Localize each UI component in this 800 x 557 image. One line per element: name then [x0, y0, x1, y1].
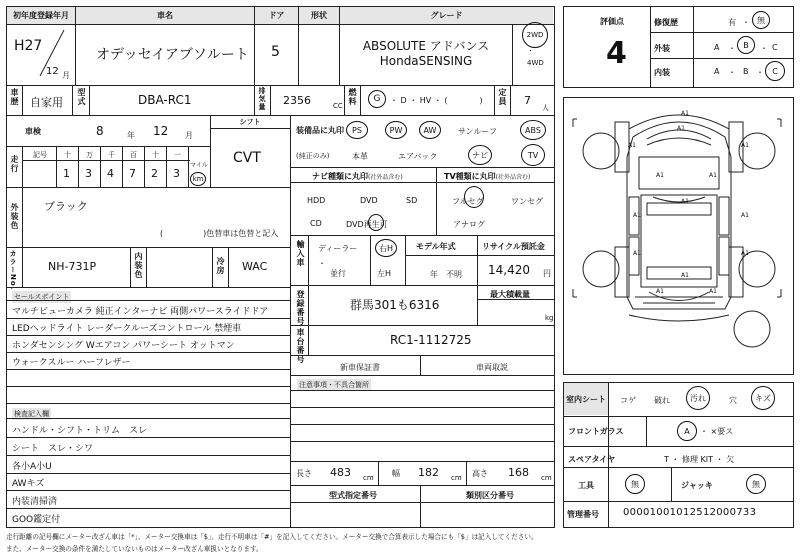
mileage-digit-6: 3: [173, 167, 180, 180]
damage-mark-2: A1: [677, 125, 685, 132]
score-value: 4: [606, 36, 627, 71]
left-h: 左H: [377, 269, 392, 278]
equip-abs: ABS: [520, 120, 546, 140]
digit-label-4: 百: [130, 151, 137, 159]
sales-points-label: セールスポイント: [14, 293, 70, 301]
usage-value: 自家用: [30, 96, 63, 109]
inspector-note-5: 内装清掃済: [12, 497, 58, 507]
damage-mark-5: A1: [656, 172, 664, 179]
chassis-value: RC1-1112725: [390, 333, 472, 347]
tv-oneseg: ワンセグ: [511, 197, 543, 206]
damage-mark-11: A1: [741, 250, 749, 257]
mgmt-no-label: 管理番号: [567, 510, 599, 519]
digit-label-3: 千: [108, 151, 115, 159]
tools-label: 工具: [578, 481, 594, 490]
sheet-tear: 破れ: [654, 396, 670, 405]
tv-fullseg: フルセグ: [452, 197, 484, 206]
damage-mark-8: A1: [633, 212, 641, 219]
navi-dvd-circle: [368, 214, 384, 231]
mileage-digit-1: 1: [63, 167, 70, 180]
inspection-label: 車検: [25, 127, 41, 136]
damage-mark-4: A1: [741, 142, 749, 149]
dot-sep: ・: [318, 259, 326, 268]
sales-point-4: ウォークスルー ハーフレザー: [12, 358, 131, 368]
fuel-label: 燃料: [348, 88, 357, 106]
tools-no-circle: 無: [625, 474, 645, 494]
interior-sheet-label: 室内シート: [564, 383, 608, 415]
footnote-2: また、メーター交換の条件を満たしていないものはメーター改ざん車扱いとなります。: [6, 545, 263, 553]
grade-line1: ABSOLUTE アドバンス: [362, 39, 490, 53]
ext-a: A: [714, 43, 720, 52]
drive-2wd-circle: 2WD: [522, 22, 548, 48]
mileage-digit-2: 3: [85, 167, 92, 180]
mileage-digit-4: 7: [129, 167, 136, 180]
length-unit: cm: [363, 474, 374, 482]
repair-label: 修復歴: [654, 18, 678, 27]
windshield-a-circle: A: [677, 421, 697, 441]
color-value: ブラック: [44, 200, 88, 213]
damage-mark-9: A1: [741, 212, 749, 219]
width-label: 幅: [392, 469, 400, 478]
drive-dot: ・: [527, 47, 534, 55]
score-label: 評価点: [600, 17, 624, 26]
chassis-label: 車台番号: [296, 328, 305, 364]
spare-tire-value: T ・ 修理 KIT ・ 欠: [664, 455, 735, 464]
jack-label: ジャッキ: [681, 481, 713, 490]
capacity-value: 7: [524, 94, 531, 107]
max-load-label: 最大積載量: [490, 290, 530, 299]
mileage-digit-5: 2: [151, 167, 158, 180]
width-unit: cm: [451, 474, 462, 482]
sheet-burn: コゲ: [620, 396, 636, 405]
persons-unit: 人: [542, 104, 549, 112]
ext-dot2: ・: [760, 44, 768, 53]
yen-unit: 円: [543, 269, 551, 278]
equip-leather: 本革: [352, 152, 368, 161]
equipment-label: 装備品に丸印: [296, 126, 344, 135]
inspector-note-1: ハンドル・シフト・トリム スレ: [12, 426, 148, 436]
height-value: 168: [508, 466, 529, 479]
model-year-value: 年 不明: [430, 270, 462, 279]
km-circle: km: [190, 172, 206, 186]
shape-label: 形状: [299, 7, 339, 24]
first-reg-label: 初年度登録年月: [7, 7, 75, 24]
sales-point-3: ホンダセンシング Wエアコン パワーシート オットマン: [12, 341, 235, 351]
first-reg-month: 12: [46, 66, 59, 77]
sales-point-1: マルチビューカメラ 純正インターナビ 両側パワースライドドア: [12, 307, 269, 317]
tv-label: TV種類に丸印(社外品含む): [444, 172, 531, 181]
mgmt-no-value: 0000100101251200073​3: [623, 507, 757, 518]
damage-mark-7: A1: [681, 198, 689, 205]
car-damage-diagram: [563, 97, 794, 375]
ext-b-circle: B: [737, 36, 755, 54]
equip-ps: PS: [346, 121, 368, 139]
digit-label-2: 万: [86, 151, 93, 159]
repair-yes: 有: [728, 18, 736, 27]
sales-point-2: LEDヘッドライト レーダークルーズコントロール 禁煙車: [12, 324, 242, 334]
parallel: 並行: [330, 269, 346, 278]
navi-hdd: HDD: [307, 196, 326, 205]
first-reg-year: H27: [14, 38, 43, 54]
fuel-options: ・ D ・ HV ・ ( ): [390, 96, 483, 105]
cc-unit: CC: [333, 102, 343, 110]
color-no-label: カラーNo.: [9, 250, 17, 291]
new-warranty-label: 新車保証書: [340, 363, 380, 372]
height-unit: cm: [541, 474, 552, 482]
manual-label: 車両取説: [476, 363, 508, 372]
dealer: ディーラー: [318, 244, 358, 253]
int-dot1: ・: [728, 68, 736, 77]
width-value: 182: [418, 466, 439, 479]
capacity-label: 定員: [498, 88, 507, 106]
insp-month: 12: [153, 124, 169, 138]
height-label: 高さ: [472, 469, 488, 478]
equipment-note: (純正のみ): [296, 152, 330, 160]
damage-mark-3: A1: [628, 142, 636, 149]
category-no-label: 類別区分番号: [466, 491, 514, 500]
car-name-value: オデッセイアブソルート: [96, 47, 249, 63]
recycle-label: リサイクル預託金: [482, 242, 545, 251]
int-color-label: 内装色: [134, 252, 143, 279]
windshield-label: フロントガラス: [568, 427, 624, 436]
mileage-label: 走行: [10, 155, 19, 173]
int-a: A: [714, 67, 720, 76]
notes-label: 注意事項・不具合箇所: [299, 381, 369, 389]
digit-label-5: 十: [152, 151, 159, 159]
shift-value: CVT: [233, 150, 261, 166]
reg-no-label: 登録番号: [296, 290, 305, 326]
tv-analog: アナログ: [453, 220, 485, 229]
damage-mark-10: A1: [633, 250, 641, 257]
model-label: 型式: [77, 88, 86, 106]
navi-dvd-play: DVD再生可: [346, 220, 388, 229]
color-note: ( )色替車は色替と記入: [160, 229, 279, 238]
equip-airbag: エアバック: [398, 152, 438, 161]
month-unit: 月: [62, 71, 70, 80]
door-value: 5: [271, 44, 280, 60]
tv-fullseg-circle: [464, 186, 484, 208]
color-no-value: NH-731P: [48, 260, 97, 273]
grade-line2: HondaSENSING: [379, 54, 473, 68]
aircon-label: 冷房: [216, 257, 225, 275]
equip-tv: TV: [521, 144, 545, 166]
insp-year-unit: 年: [127, 131, 135, 140]
navi-cd: CD: [310, 219, 322, 228]
damage-mark-6: A1: [709, 172, 717, 179]
navi-sd: SD: [406, 196, 418, 205]
digit-label-6: 一: [174, 151, 181, 159]
inspector-note-3: 各小A小U: [12, 462, 52, 472]
grade-label: グレード: [340, 7, 553, 24]
inspector-note-6: GOO鑑定付: [12, 515, 61, 525]
sheet-scratch-circle: キズ: [751, 386, 775, 410]
import-label: 輸入車: [296, 240, 305, 267]
equip-sunroof: サンルーフ: [458, 127, 497, 136]
drive-4wd: 4WD: [527, 59, 544, 67]
windshield-value: ・ ×要ス: [700, 427, 734, 436]
int-b: B: [743, 67, 749, 76]
kigo-label: 記号: [33, 151, 47, 159]
recycle-value: 14,420: [488, 263, 530, 277]
inspector-notes-label: 検査記入欄: [14, 410, 49, 418]
damage-mark-13: A1: [656, 288, 664, 295]
exterior-label: 外装: [654, 44, 670, 53]
equip-aw: AW: [419, 121, 441, 139]
insp-year: 8: [96, 124, 104, 138]
model-value: DBA-RC1: [138, 93, 192, 107]
repair-no-circle: 無: [752, 11, 770, 29]
ext-c: C: [772, 43, 778, 52]
displacement-label: 排気量: [258, 87, 266, 111]
length-label: 長さ: [296, 469, 312, 478]
spare-tire-label: スペアタイヤ: [568, 455, 616, 464]
int-c-circle: C: [765, 61, 785, 81]
kg-unit: kg: [545, 314, 554, 322]
insp-month-unit: 月: [185, 131, 193, 140]
navi-dvd: DVD: [360, 196, 378, 205]
aircon-value: WAC: [242, 260, 268, 273]
color-label: 外装色: [10, 203, 19, 230]
damage-mark-14: A1: [709, 288, 717, 295]
inspector-note-2: シート スレ・シワ: [12, 444, 94, 454]
equip-pw: PW: [385, 121, 407, 139]
length-value: 483: [330, 466, 351, 479]
sheet-dirt-circle: 汚れ: [686, 386, 710, 410]
right-h-circle: 右H: [375, 239, 397, 257]
damage-mark-12: A1: [681, 272, 689, 279]
fuel-g-circle: G: [368, 90, 386, 108]
equip-navi: ナビ: [468, 145, 492, 165]
repair-dot: ・: [742, 18, 750, 27]
usage-label: 車歴: [10, 88, 19, 106]
jack-no-circle: 無: [746, 474, 766, 494]
door-label: ドア: [255, 7, 298, 24]
type-designation-label: 型式指定番号: [329, 491, 377, 500]
reg-no-value: 群馬301も6316: [350, 298, 440, 312]
car-name-label: 車名: [76, 7, 254, 24]
mileage-digit-3: 4: [107, 167, 114, 180]
mile-label: マイル: [190, 162, 208, 169]
ext-dot1: ・: [728, 44, 736, 53]
damage-mark-1: A1: [681, 110, 689, 117]
navi-label: ナビ種類に丸印(社外品含む): [312, 172, 403, 181]
model-year-label: モデル年式: [416, 242, 456, 251]
displacement-value: 2356: [283, 94, 311, 107]
inspector-note-4: AWキズ: [12, 479, 45, 489]
footnote-1: 走行距離の記号欄にメーター改ざん車は「*」、メーター交換車は「$」、走行不明車は「#」を記入してください。メーター交換で合算表示した場合にも「$」は記入してください。: [6, 533, 538, 541]
digit-label-1: 十: [64, 151, 71, 159]
shift-label: シフト: [211, 116, 289, 128]
int-dot2: ・: [756, 68, 764, 77]
interior-label: 内装: [654, 68, 670, 77]
sheet-hole: 穴: [729, 396, 737, 405]
